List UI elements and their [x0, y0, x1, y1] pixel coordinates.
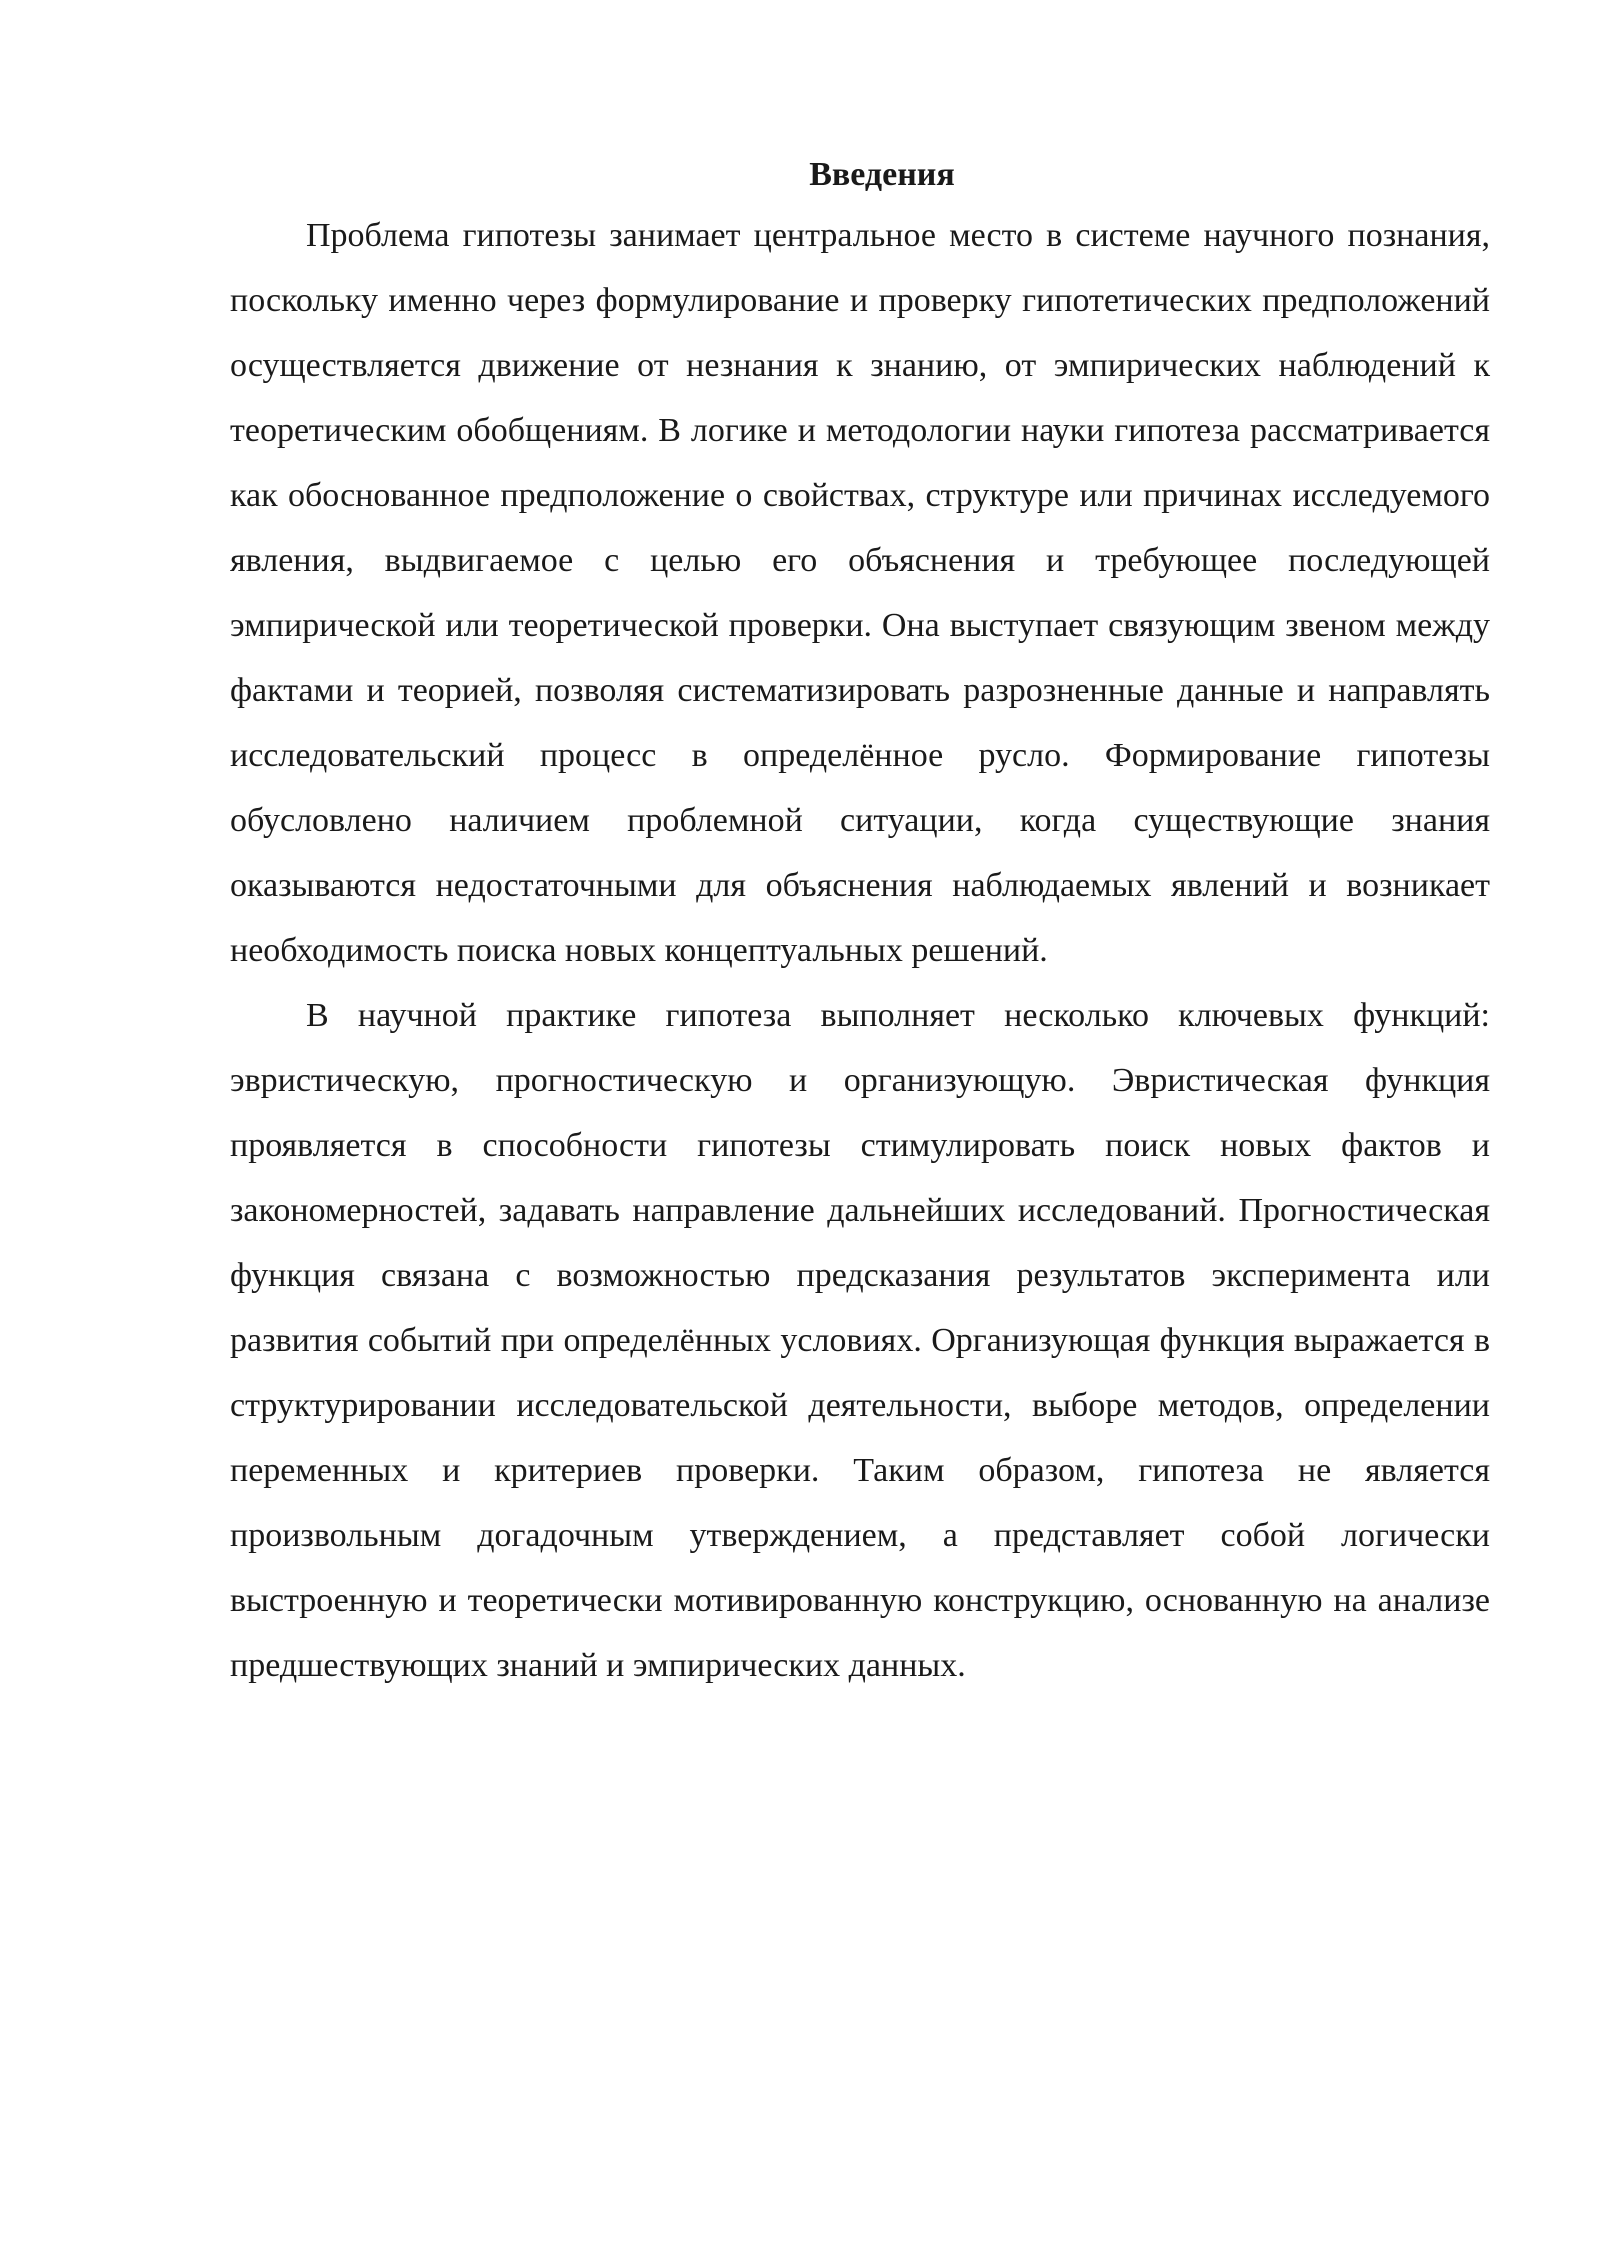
paragraph-1: Проблема гипотезы занимает центральное место в системе научного познания, поскольку именно через формулирование и проверку гипотетических предположений осуществляется движение от незнания к знанию, от эмпирических наблюдений к теоретическим обобщениям. В логике и методологии науки гипотеза рассматривается как обоснованное предположение о свойствах, структуре или причинах исследуемого явления, выдвигаемое с целью его объяснения и требующее последующей эмпирической или теоретической проверки. Она выступает связующим звеном между фактами и теорией, позволяя систематизировать разрозненные данные и направлять исследовательский процесс в определённое русло. Формирование гипотезы обусловлено наличием проблемной ситуации, когда существующие знания оказываются недостаточными для объяснения наблюдаемых явлений и возникает необходимость поиска новых концептуальных решений. — [230, 217, 1490, 969]
document-body — [230, 150, 1490, 1698]
paragraph-2: В научной практике гипотеза выполняет несколько ключевых функций: эвристическую, прогностическую и организующую. Эвристическая функция проявляется в способности гипотезы стимулировать поиск новых фактов и закономерностей, задавать направление дальнейших исследований. Прогностическая функция связана с возможностью предсказания результатов эксперимента или развития событий при определённых условиях. Организующая функция выражается в структурировании исследовательской деятельности, выборе методов, определении переменных и критериев проверки. Таким образом, гипотеза не является произвольным догадочным утверждением, а представляет собой логически выстроенную и теоретически мотивированную конструкцию, основанную на анализе предшествующих знаний и эмпирических данных. — [230, 997, 1490, 1684]
page-title: Введения — [809, 156, 955, 193]
